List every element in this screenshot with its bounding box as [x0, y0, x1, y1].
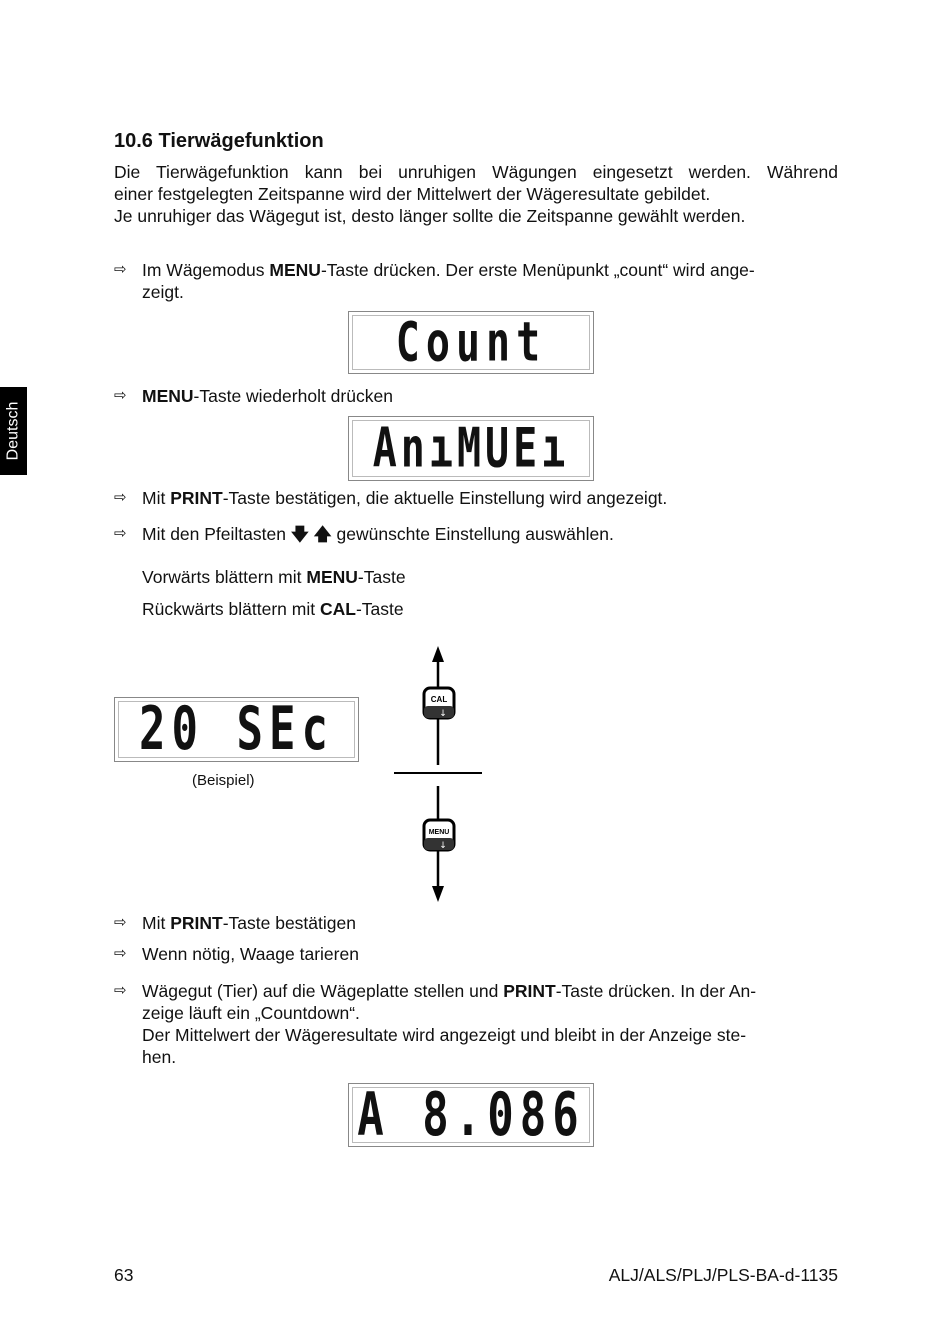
step-1: ⇨ Im Wägemodus MENU-Taste drücken. Der erste Menüpunkt „count“ wird ange- zeigt.	[114, 260, 755, 302]
menu-key-icon	[424, 820, 454, 851]
arrow-right-icon: ⇨	[114, 945, 127, 962]
cal-key-icon	[424, 688, 454, 719]
arrow-right-icon: ⇨	[114, 914, 127, 931]
step-6: ⇨ Wenn nötig, Waage tarieren	[114, 944, 359, 964]
step-2: ⇨ MENU-Taste wiederholt drücken	[114, 386, 393, 406]
scroll-back: Rückwärts blättern mit CAL-Taste	[142, 599, 404, 619]
document-id: ALJ/ALS/PLJ/PLS-BA-d-1135	[608, 1265, 838, 1285]
display-count: Count	[348, 311, 594, 374]
up-down-arrows-icon: 🡇 🡅	[290, 524, 332, 544]
intro-line-3: Je unruhiger das Wägegut ist, desto länger sollte die Zeitspanne gewählt werden.	[114, 206, 746, 226]
cal-key-label: CAL	[430, 695, 448, 704]
arrow-right-icon: ⇨	[114, 489, 127, 506]
scroll-forward: Vorwärts blättern mit MENU-Taste	[142, 567, 406, 587]
intro-line-1: Die Tierwägefunktion kann bei unruhigen Wägungen eingesetzt werden. Während	[114, 162, 838, 182]
arrow-right-icon: ⇨	[114, 387, 127, 404]
arrow-right-icon: ⇨	[114, 525, 127, 542]
page-number: 63	[114, 1265, 134, 1285]
down-arrow-head	[432, 886, 444, 902]
language-tab	[0, 387, 27, 475]
example-caption: (Beispiel)	[192, 772, 255, 789]
step-5: ⇨ Mit PRINT-Taste bestätigen	[114, 913, 356, 933]
language-tab-label: Deutsch	[4, 401, 22, 461]
key-navigation-diagram	[390, 640, 490, 908]
step-3: ⇨ Mit PRINT-Taste bestätigen, die aktuelle Einstellung wird angezeigt.	[114, 488, 668, 508]
arrow-right-icon: ⇨	[114, 261, 127, 278]
intro-line-2: einer festgelegten Zeitspanne wird der Mittelwert der Wägeresultate gebildet.	[114, 184, 711, 204]
svg-text:↓: ↓	[439, 709, 447, 719]
arrow-right-icon: ⇨	[114, 982, 127, 999]
step-7: ⇨ Wägegut (Tier) auf die Wägeplatte stellen und PRINT-Taste drücken. In der An- zeige läuft ein „Countdown“. Der Mittelwert der Wägeresultate wird angezeigt und bleibt in der Anzeige ste- hen.	[114, 981, 757, 1067]
menu-key-label: MENU	[428, 829, 450, 836]
section-heading: 10.6 Tierwägefunktion	[114, 130, 324, 152]
svg-text:↓: ↓	[439, 841, 447, 851]
display-animal: AnıMUEı	[348, 416, 594, 481]
display-result: A 8.086	[348, 1083, 594, 1147]
step-4: ⇨ Mit den Pfeiltasten 🡇 🡅 gewünschte Einstellung auswählen.	[114, 524, 614, 544]
display-seconds: 20 SEc	[114, 697, 359, 762]
intro-paragraph	[114, 161, 838, 227]
